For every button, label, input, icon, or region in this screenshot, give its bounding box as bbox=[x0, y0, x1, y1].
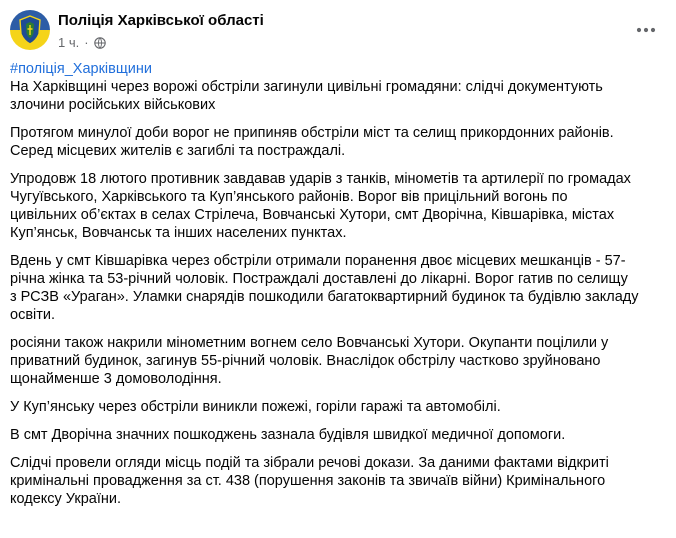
post-meta bbox=[58, 35, 106, 50]
police-emblem-icon bbox=[10, 10, 50, 50]
hashtag-link[interactable]: #поліція_Харківщини bbox=[10, 61, 152, 77]
paragraph-1 bbox=[10, 78, 666, 114]
text-line: Упродовж 18 лютого противник завдавав ударів з танків, мінометів та артилерії по громадах bbox=[10, 171, 631, 187]
text-line: У Куп’янську через обстріли виникли пожежі, горіли гаражі та автомобілі. bbox=[10, 399, 501, 415]
paragraph-3 bbox=[10, 170, 666, 242]
text-line: Протягом минулої доби ворог не припиняв обстріли міст та селищ прикордонних районів. bbox=[10, 125, 614, 141]
paragraph-6 bbox=[10, 398, 666, 416]
paragraph-7 bbox=[10, 426, 666, 444]
more-horizontal-icon bbox=[636, 27, 656, 33]
text-line: щонайменше 3 домоволодіння. bbox=[10, 371, 222, 387]
text-line: Чугуївського, Харківського та Куп’янського районів. Ворог вів прицільний вогонь по bbox=[10, 189, 568, 205]
text-line: кодексу України. bbox=[10, 491, 122, 507]
text-line: Серед місцевих жителів є загиблі та постраждалі. bbox=[10, 143, 346, 159]
post-header bbox=[10, 10, 666, 58]
post-timestamp[interactable]: 1 ч. bbox=[58, 35, 80, 50]
text-line: Куп’янськ, Вовчанськ та інших населених пунктах. bbox=[10, 225, 347, 241]
text-line: кримінальні провадження за ст. 438 (порушення законів та звичаїв війни) Кримінального bbox=[10, 473, 606, 489]
text-line: злочини російських військових bbox=[10, 97, 216, 113]
text-line: Вдень у смт Ківшарівка через обстріли отримали поранення двоє місцевих мешканців - 57- bbox=[10, 253, 626, 269]
paragraph-8 bbox=[10, 454, 666, 508]
text-line: В смт Дворічна значних пошкоджень зазнала будівля швидкої медичної допомоги. bbox=[10, 427, 566, 443]
text-line: росіяни також накрили мінометним вогнем село Вовчанські Хутори. Окупанти поцілили у bbox=[10, 335, 609, 351]
more-options-button[interactable] bbox=[632, 18, 660, 42]
text-line: річна жінка та 53-річний чоловік. Постраждалі доставлені до лікарні. Ворог гатив по селищу bbox=[10, 271, 628, 287]
text-line: На Харківщині через ворожі обстріли загинули цивільні громадяни: слідчі документують bbox=[10, 79, 603, 95]
text-line: Слідчі провели огляди місць подій та зібрали речові докази. За даними фактами відкриті bbox=[10, 455, 609, 471]
post-body bbox=[10, 60, 666, 518]
text-line: освіти. bbox=[10, 307, 56, 323]
text-line: приватний будинок, загинув 55-річний чоловік. Внаслідок обстрілу частково зруйновано bbox=[10, 353, 601, 369]
paragraph-5 bbox=[10, 334, 666, 388]
post-author-name[interactable]: Поліція Харківської області bbox=[58, 12, 264, 29]
meta-separator: · bbox=[84, 35, 89, 50]
paragraph-2 bbox=[10, 124, 666, 160]
globe-icon[interactable] bbox=[94, 37, 106, 49]
text-line: з РСЗВ «Ураган». Уламки снарядів пошкодили багатоквартирний будинок та будівлю закладу bbox=[10, 289, 639, 305]
text-line: цивільних об’єктах в селах Стрілеча, Вовчанські Хутори, смт Дворічна, Ківшарівка, містах bbox=[10, 207, 615, 223]
police-emblem-avatar[interactable] bbox=[10, 10, 50, 50]
paragraph-4 bbox=[10, 252, 666, 324]
